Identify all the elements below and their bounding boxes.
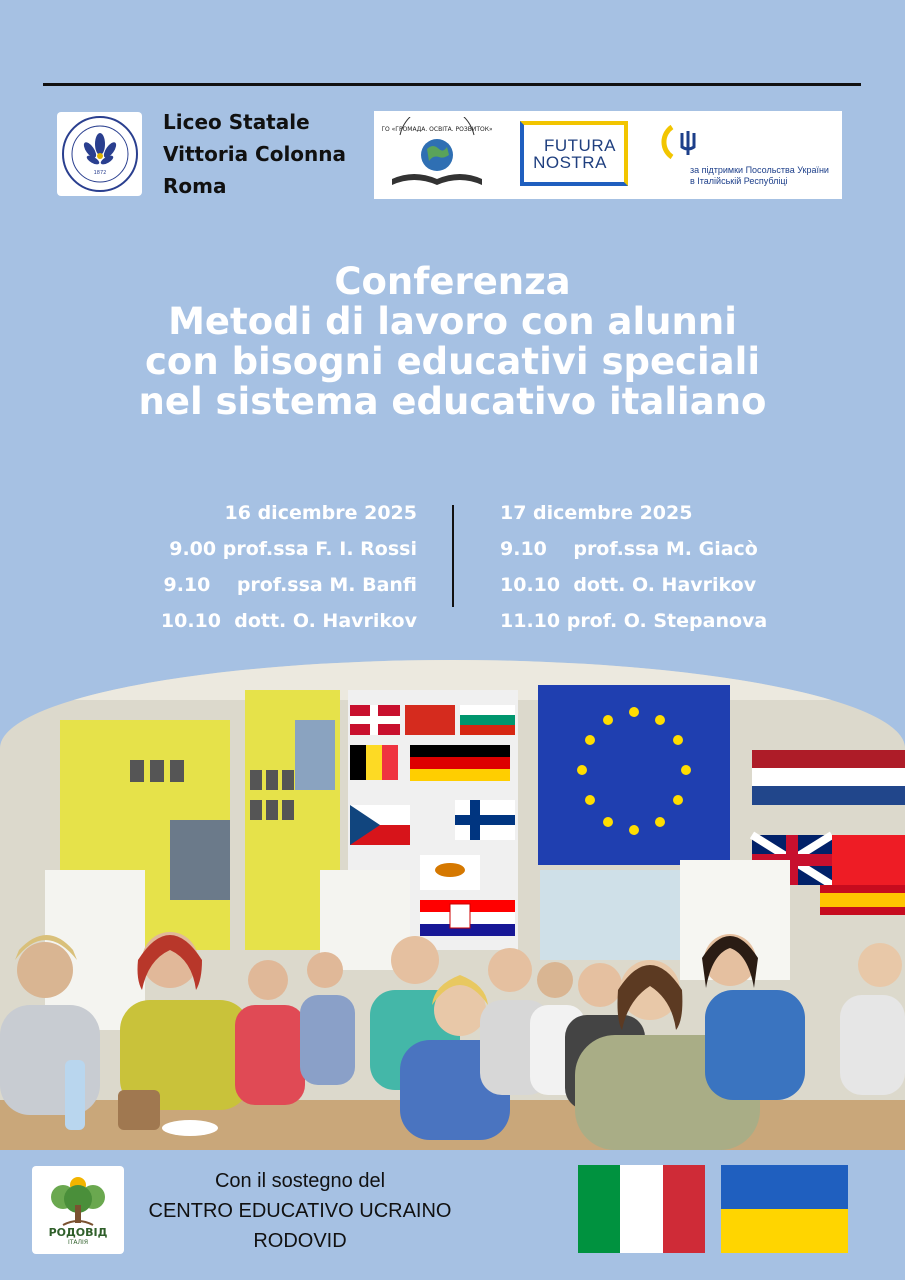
italy-flag-green [578, 1165, 620, 1253]
classroom-photo [0, 660, 905, 1150]
svg-text:1872: 1872 [93, 170, 106, 176]
support-line-1: Con il sostegno del [214, 1170, 386, 1192]
school-seal-icon [60, 114, 140, 194]
schedule-divider [452, 505, 454, 607]
school-name-line-3: Roma [163, 174, 227, 198]
ukraine-flag-yellow [721, 1209, 848, 1253]
school-name [163, 106, 346, 202]
schedule-day-1-item-1: 9.00 prof.ssa F. I. Rossi [169, 538, 417, 560]
globe-book-icon [382, 117, 492, 193]
schedule-day-1-item-3: 10.10 dott. O. Havrikov [160, 610, 417, 632]
support-line-2: CENTRO EDUCATIVO UCRAINO [148, 1200, 452, 1222]
title-line-1: Conferenza [334, 260, 571, 303]
futura-logo-line-1: FUTURA [544, 135, 616, 155]
top-rule [43, 83, 861, 86]
futura-logo-line-2: NOSTRA [533, 152, 607, 172]
title-line-3: con bisogni educativi speciali [145, 340, 760, 383]
schedule-day-1-item-2: 9.10 prof.ssa M. Banfi [163, 574, 417, 596]
schedule-day-2-item-2: 10.10 dott. O. Havrikov [500, 574, 757, 596]
title-line-4: nel sistema educativo italiano [138, 380, 767, 423]
schedule-day-1-date: 16 dicembre 2025 [224, 502, 417, 524]
ukraine-trident-icon [658, 121, 718, 167]
svg-text:ГО «ГРОМАДА. ОСВІТА. РОЗВИТОК»: ГО «ГРОМАДА. ОСВІТА. РОЗВИТОК» [382, 126, 492, 133]
futura-nostra-logo [520, 121, 628, 186]
embassy-text-line-1: за підтримки Посольства України [690, 165, 829, 175]
embassy-logo [658, 121, 838, 191]
hromada-logo [382, 117, 492, 193]
classroom-illustration [0, 660, 905, 1150]
schedule-day-2 [500, 495, 767, 639]
school-logo [57, 112, 142, 196]
schedule-day-2-item-1: 9.10 prof.ssa M. Giacò [500, 538, 758, 560]
italy-flag [578, 1165, 705, 1253]
italy-flag-white [620, 1165, 662, 1253]
italy-flag-red [663, 1165, 705, 1253]
rodovid-logo-subtext: ІТАЛІЯ [68, 1239, 88, 1246]
schedule-day-2-item-3: 11.10 prof. O. Stepanova [500, 610, 768, 632]
tree-icon [43, 1173, 113, 1227]
support-line-3: RODOVID [253, 1230, 347, 1252]
conference-title [0, 262, 905, 422]
rodovid-logo-text: РОДОВІД [48, 1226, 108, 1239]
school-name-line-1: Liceo Statale [163, 110, 310, 134]
title-line-2: Metodi di lavoro con alunni [168, 300, 737, 343]
schedule-day-2-date: 17 dicembre 2025 [500, 502, 693, 524]
embassy-text-line-2: в Італійській Республіці [690, 176, 788, 186]
ukraine-flag [721, 1165, 848, 1253]
support-text [130, 1166, 470, 1256]
ukraine-flag-blue [721, 1165, 848, 1209]
schedule-day-1 [161, 495, 417, 639]
school-name-line-2: Vittoria Colonna [163, 142, 347, 166]
rodovid-logo [32, 1166, 124, 1254]
partner-logos-banner [374, 111, 842, 199]
